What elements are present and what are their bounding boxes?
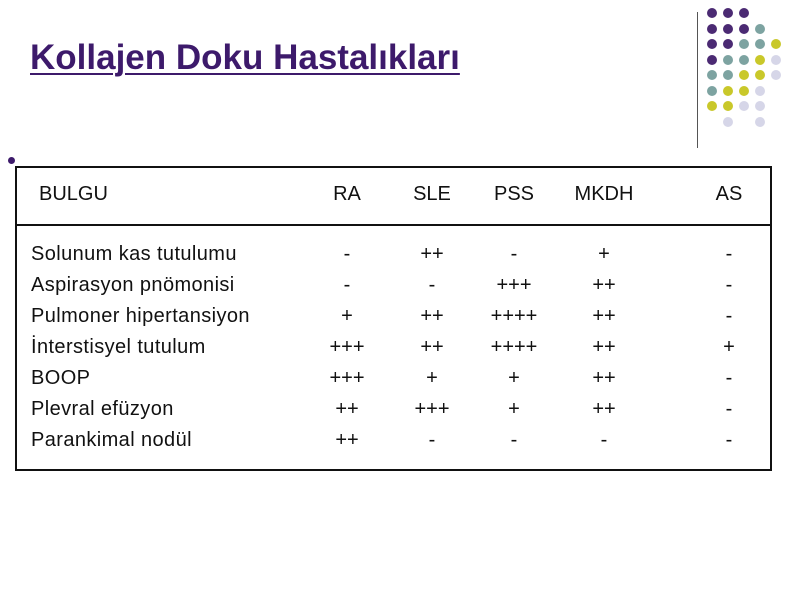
decorative-dot [707,24,717,34]
decorative-dot [739,55,749,65]
decorative-dot [707,8,717,18]
table-cell: ++ [592,398,616,420]
decorative-dot [771,39,781,49]
row-label: Aspirasyon pnömonisi [31,274,235,296]
table-cell: +++ [496,274,532,296]
row-label: Solunum kas tutulumu [31,243,237,265]
table-cell: + [723,336,735,358]
decorative-dot [707,55,717,65]
decorative-dot [755,24,765,34]
column-header: SLE [413,183,451,205]
table-cell: - [510,243,518,265]
decorative-dot [723,86,733,96]
table-cell: ++++ [490,305,538,327]
decorative-dot [707,39,717,49]
table-cell: - [510,429,518,451]
decorative-dot [707,101,717,111]
decorative-dot [707,86,717,96]
table-cell: + [508,398,520,420]
decorative-dot [739,39,749,49]
table-cell: ++ [592,305,616,327]
row-label: BOOP [31,367,91,389]
decorative-dot [723,101,733,111]
header-divider [17,224,770,226]
table-cell: - [725,429,733,451]
table-cell: - [725,305,733,327]
table-cell: ++ [420,305,444,327]
row-label: İnterstisyel tutulum [31,336,206,358]
slide-title: Kollajen Doku Hastalıkları [30,38,460,77]
table-cell: +++ [329,336,365,358]
table-cell: - [600,429,608,451]
row-label: Plevral efüzyon [31,398,174,420]
table-cell: - [725,243,733,265]
row-label: Pulmoner hipertansiyon [31,305,250,327]
decorative-dot [723,24,733,34]
table-cell: + [341,305,353,327]
table-cell: - [725,398,733,420]
table-cell: +++ [329,367,365,389]
decorative-dot [723,70,733,80]
table-cell: - [343,274,351,296]
decorative-dot [739,86,749,96]
decorative-dot [739,101,749,111]
column-header: MKDH [574,183,634,205]
column-header: PSS [493,183,535,205]
table-cell: ++ [592,336,616,358]
column-header: AS [715,183,743,205]
decorative-dot [723,8,733,18]
table-cell: - [343,243,351,265]
table-cell: - [428,429,436,451]
decorative-divider-line [697,12,698,148]
table-cell: ++ [420,336,444,358]
findings-table [15,166,772,471]
table-cell: + [426,367,438,389]
decorative-dot [723,55,733,65]
table-cell: ++ [592,274,616,296]
table-cell: ++ [335,429,359,451]
decorative-dot [739,70,749,80]
decorative-dot [723,39,733,49]
column-header: RA [333,183,361,205]
header-label-bulgu: BULGU [39,183,108,205]
decorative-dot [755,39,765,49]
table-cell: ++ [592,367,616,389]
decorative-dot [755,70,765,80]
decorative-dot [771,70,781,80]
decorative-dot [755,101,765,111]
decorative-dot [755,86,765,96]
decorative-dot [723,117,733,127]
decorative-dot [755,117,765,127]
table-cell: - [725,274,733,296]
table-cell: ++++ [490,336,538,358]
table-cell: - [725,367,733,389]
decorative-dot [771,55,781,65]
decorative-dot [739,8,749,18]
table-cell: + [598,243,610,265]
table-cell: + [508,367,520,389]
table-cell: +++ [414,398,450,420]
table-cell: - [428,274,436,296]
decorative-dot [739,24,749,34]
row-label: Parankimal nodül [31,429,192,451]
table-cell: ++ [420,243,444,265]
bullet-icon [8,157,15,164]
decorative-dot-grid [707,8,791,132]
decorative-dot [707,70,717,80]
decorative-dot [755,55,765,65]
table-cell: ++ [335,398,359,420]
